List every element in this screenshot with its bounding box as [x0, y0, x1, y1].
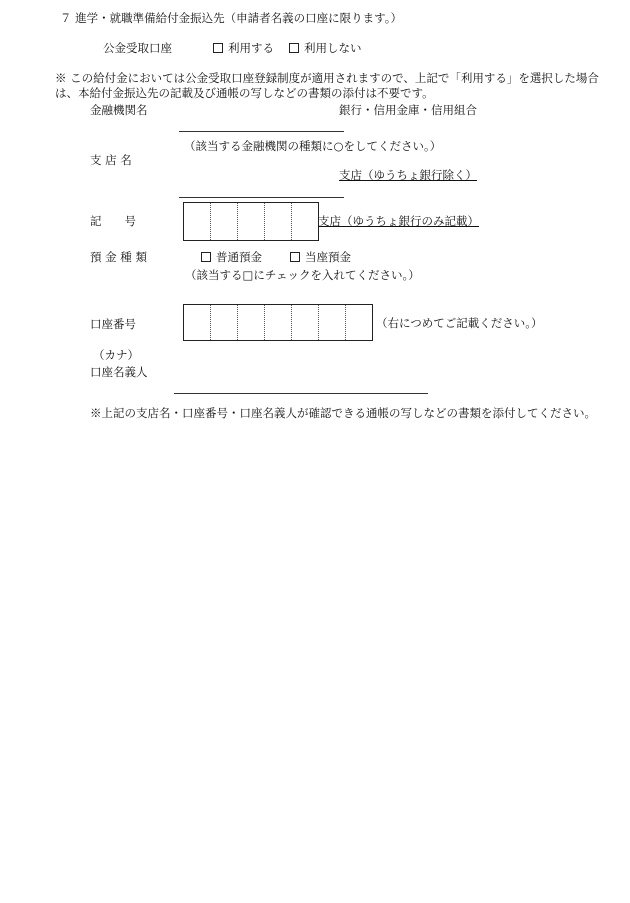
- account-digit-box[interactable]: [292, 305, 319, 340]
- symbol-digit-box[interactable]: [211, 203, 238, 240]
- financial-institution-line[interactable]: [179, 131, 344, 132]
- account-digit-box[interactable]: [346, 305, 372, 340]
- option-current[interactable]: [290, 250, 351, 264]
- current-checkbox[interactable]: [290, 252, 300, 262]
- account-digit-box[interactable]: [319, 305, 346, 340]
- use-checkbox[interactable]: [213, 43, 223, 53]
- option-not-use[interactable]: [289, 41, 362, 55]
- deposit-type-label: 預 金 種 類: [90, 250, 147, 264]
- symbol-digit-box[interactable]: [184, 203, 211, 240]
- option-ordinary[interactable]: [201, 250, 262, 264]
- account-digit-box[interactable]: [265, 305, 292, 340]
- account-holder-kana-label: （カナ）: [93, 348, 139, 362]
- public-account-note: ※ この給付金においては公金受取口座登録制度が適用されますので、上記で「利用する」を選択した場合は、本給付金振込先の記載及び通帳の写しなどの書類の添付は不要です。: [55, 71, 599, 101]
- account-digit-box[interactable]: [211, 305, 238, 340]
- public-account-label: 公金受取口座: [103, 41, 172, 55]
- account-holder-label: 口座名義人: [90, 365, 148, 379]
- financial-institution-types[interactable]: 銀行・信用金庫・信用組合: [339, 103, 477, 117]
- option-ordinary-label: 普通預金: [216, 250, 262, 264]
- account-digit-box[interactable]: [238, 305, 265, 340]
- branch-suffix: 支店（ゆうちょ銀行除く）: [339, 168, 477, 182]
- option-current-label: 当座預金: [305, 250, 351, 264]
- account-digit-box[interactable]: [184, 305, 211, 340]
- financial-institution-hint: （該当する金融機関の種類に○をしてください。）: [184, 139, 442, 153]
- symbol-suffix: 支店（ゆうちょ銀行のみ記載）: [318, 214, 479, 228]
- footer-note: ※上記の支店名・口座番号・口座名義人が確認できる通帳の写しなどの書類を添付してください。: [90, 406, 596, 420]
- deposit-type-hint: （該当する□にチェックを入れてください。）: [185, 268, 420, 282]
- symbol-label: 記 号: [90, 214, 136, 228]
- symbol-digit-box[interactable]: [292, 203, 318, 240]
- account-number-boxes[interactable]: [183, 304, 373, 341]
- option-use-label: 利用する: [228, 41, 274, 55]
- account-holder-line[interactable]: [174, 393, 428, 394]
- symbol-digit-box[interactable]: [238, 203, 265, 240]
- financial-institution-label: 金融機関名: [90, 103, 148, 117]
- symbol-digit-box[interactable]: [265, 203, 292, 240]
- option-not-use-label: 利用しない: [304, 41, 362, 55]
- symbol-boxes[interactable]: [183, 202, 319, 241]
- account-number-hint: （右につめてご記載ください。）: [376, 316, 543, 330]
- not-use-checkbox[interactable]: [289, 43, 299, 53]
- section-title: ７ 進学・就職準備給付金振込先（申請者名義の口座に限ります。）: [60, 11, 402, 25]
- account-number-label: 口座番号: [90, 317, 136, 331]
- branch-line[interactable]: [179, 197, 344, 198]
- ordinary-checkbox[interactable]: [201, 252, 211, 262]
- branch-label: 支 店 名: [90, 153, 132, 167]
- option-use[interactable]: [213, 41, 274, 55]
